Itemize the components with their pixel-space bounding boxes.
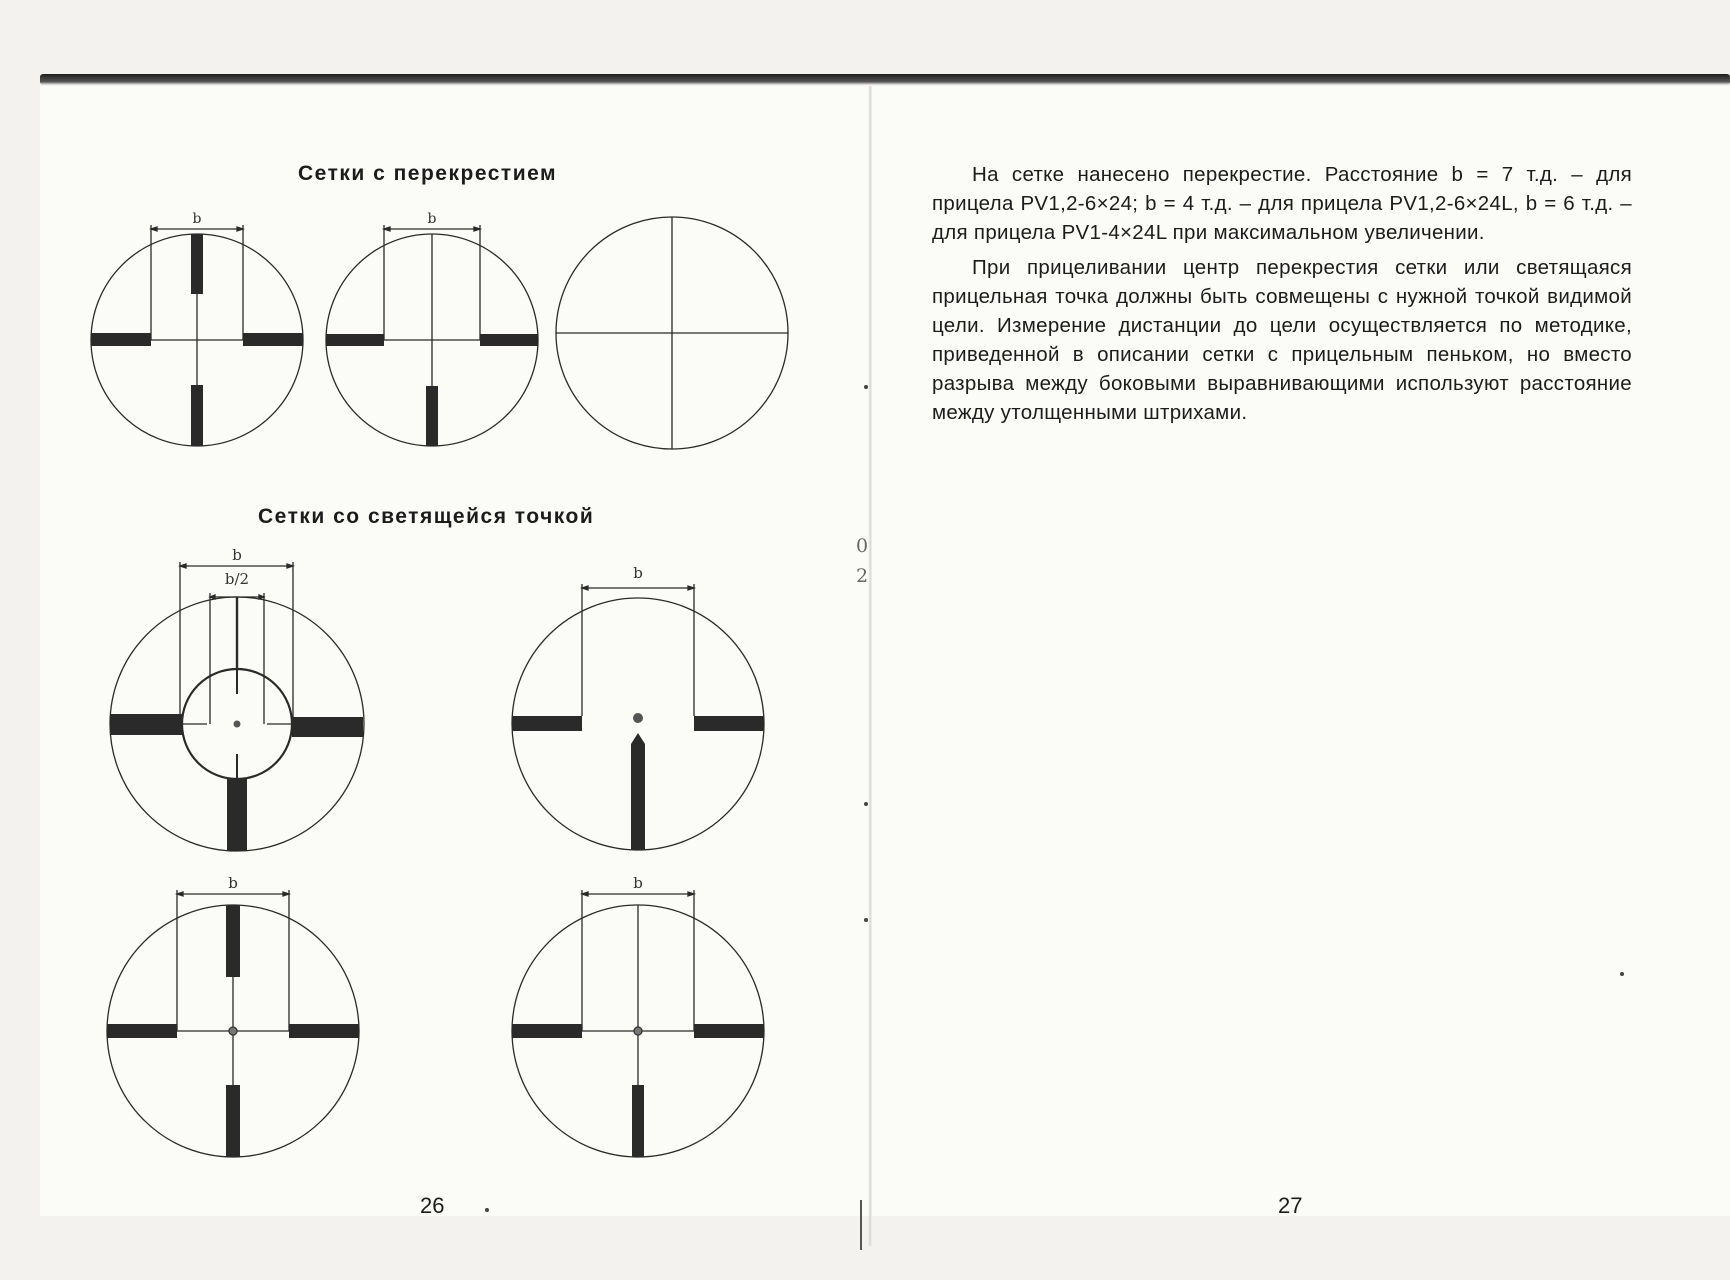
speck	[864, 918, 868, 922]
reticle-four-posts-dot-left	[107, 874, 359, 1157]
reticle-diagrams	[0, 0, 870, 1200]
right-page-body	[932, 160, 1632, 433]
reticle-pointed-post-dot	[512, 564, 764, 850]
page-number-right: 27	[1278, 1193, 1303, 1218]
reticle-simple-crosshair	[556, 217, 788, 449]
heading-illuminated-reticles: Сетки со светящейся точкой	[258, 505, 595, 528]
gutter-line	[860, 1200, 862, 1250]
reticle-four-posts-dot-right	[512, 874, 764, 1157]
gutter-mark: 2	[856, 565, 869, 587]
reticle-b-dimension-label: b	[427, 211, 437, 227]
speck	[864, 802, 868, 806]
reticle-thin-top-post	[326, 211, 538, 446]
paragraph-aiming-instructions: При прицеливании центр перекрестия сетки или светящаяся прицельная точка должны быть совмещены с нужной точкой видимой цели. Измерение дистанции до цели осуществляется по методике, приведенной в описании сетки с прицельным пеньком, но вместо разрыва между боковыми выравнивающими используют расстояние между утолщенными штрихами.	[932, 256, 1632, 424]
reticle-d-dimension-b-half: b/2	[224, 570, 250, 588]
paragraph-reticle-distance: На сетке нанесено перекрестие. Расстояние b = 7 т.д. – для прицела PV1,2-6×24; b = 4 т.д. – для прицела PV1,2-6×24L, b = 6 т.д. – для прицела PV1-4×24L при максимальном увеличении.	[932, 163, 1632, 244]
reticle-f-dimension-label: b	[228, 874, 238, 892]
reticle-ring-dot	[110, 546, 364, 851]
speck	[864, 385, 868, 389]
page-number-left: 26	[420, 1193, 445, 1218]
gutter-mark: 0	[856, 535, 869, 557]
reticle-d-dimension-b: b	[232, 546, 242, 564]
speck	[485, 1208, 489, 1212]
heading-crosshair-reticles: Сетки с перекрестием	[298, 162, 558, 185]
reticle-thick-posts	[91, 211, 303, 446]
speck	[1620, 972, 1624, 976]
reticle-g-dimension-label: b	[633, 874, 643, 892]
reticle-e-dimension-label: b	[633, 564, 643, 582]
reticle-a-dimension-label: b	[192, 211, 202, 227]
